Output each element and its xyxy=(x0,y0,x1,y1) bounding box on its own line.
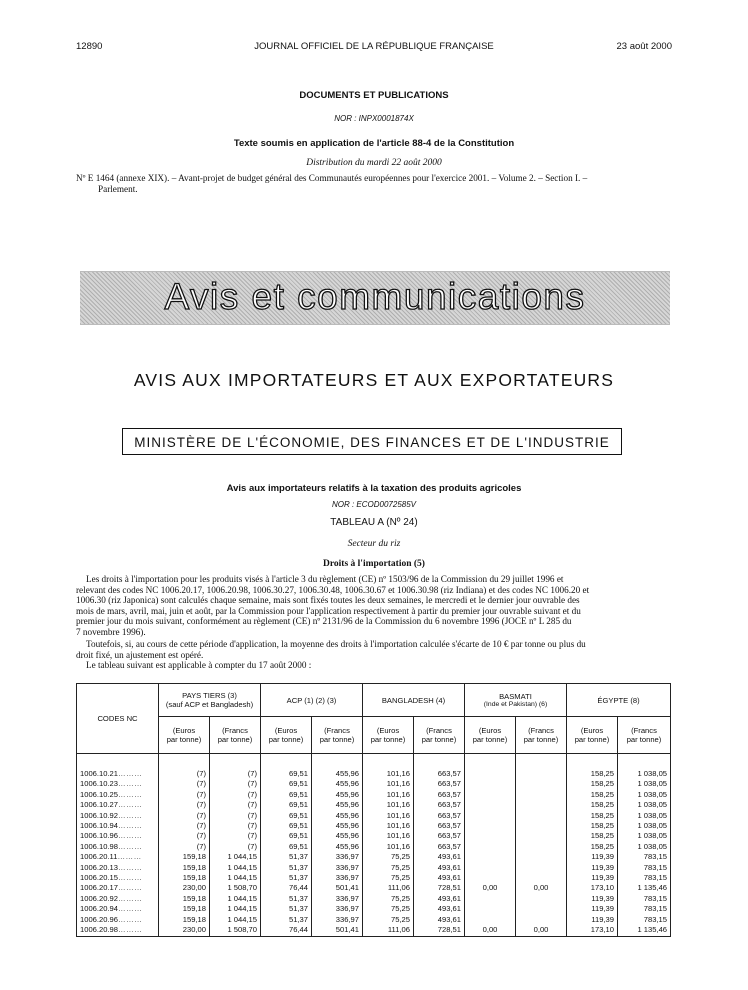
value-cell xyxy=(516,894,567,904)
unit-header-francs: (Francs par tonne) xyxy=(618,717,671,754)
value-cell xyxy=(516,811,567,821)
table-row xyxy=(77,800,671,810)
value-cell xyxy=(465,779,516,789)
value-cell: 158,25 xyxy=(567,811,618,821)
value-cell xyxy=(465,873,516,883)
value-cell xyxy=(465,821,516,831)
value-cell: 493,61 xyxy=(414,852,465,862)
value-cell: 663,57 xyxy=(414,821,465,831)
value-cell: 173,10 xyxy=(567,883,618,893)
rice-import-duties-table xyxy=(76,683,671,937)
value-cell: 493,61 xyxy=(414,863,465,873)
code-cell xyxy=(77,821,159,831)
group-header-acp: ACP (1) (2) (3) xyxy=(261,684,363,717)
value-cell xyxy=(465,769,516,779)
spacer-cell xyxy=(363,754,414,770)
spacer-cell xyxy=(618,754,671,770)
value-cell: (7) xyxy=(159,790,210,800)
distribution-date: Distribution du mardi 22 août 2000 xyxy=(306,158,442,168)
code-cell xyxy=(77,883,159,893)
code-cell xyxy=(77,800,159,810)
value-cell: 69,51 xyxy=(261,800,312,810)
value-cell: 69,51 xyxy=(261,821,312,831)
value-cell: 493,61 xyxy=(414,873,465,883)
value-cell: 76,44 xyxy=(261,925,312,936)
unit-header-euros: (Euros par tonne) xyxy=(567,717,618,754)
ministry-box: MINISTÈRE DE L'ÉCONOMIE, DES FINANCES ET DE L'INDUSTRIE xyxy=(122,428,622,455)
value-cell: 75,25 xyxy=(363,863,414,873)
document-item-line: Nº E 1464 (annexe XIX). – Avant-projet de budget général des Communautés européennes pour l'exercice 2001. – Volume 2. – Section I. – xyxy=(76,173,588,183)
group-header-bangladesh: BANGLADESH (4) xyxy=(363,684,465,717)
leader-dots: ……… xyxy=(118,769,143,778)
leader-dots: ……… xyxy=(118,841,143,851)
value-cell: 158,25 xyxy=(567,842,618,852)
table-row xyxy=(77,821,671,831)
value-cell: (7) xyxy=(159,800,210,810)
value-cell: 75,25 xyxy=(363,915,414,925)
code-cell xyxy=(77,842,159,852)
value-cell: 111,06 xyxy=(363,883,414,893)
paragraph-line: premier jour du mois suivant, conformément au règlement (CE) nº 2131/96 de la Commission du 6 novembre 1996 (JOCE nº L 285 du xyxy=(76,616,572,626)
value-cell: (7) xyxy=(210,790,261,800)
paragraph-line: mois de mars, avril, mai, juin et août, par la Commission pour l'application respectivement à partir du premier jour ouvrable suivant et du xyxy=(76,605,581,616)
value-cell: 493,61 xyxy=(414,894,465,904)
code-cell xyxy=(77,915,159,925)
value-cell: 0,00 xyxy=(516,883,567,893)
unit-header-francs: (Francs par tonne) xyxy=(312,717,363,754)
code-value: 1006.10.23 xyxy=(80,779,119,789)
value-cell: 455,96 xyxy=(312,831,363,841)
value-cell: (7) xyxy=(210,831,261,841)
value-cell: (7) xyxy=(210,779,261,789)
code-value: 1006.10.94 xyxy=(80,821,119,831)
table-row xyxy=(77,925,671,936)
spacer-cell xyxy=(261,754,312,770)
code-value: 1006.20.94 xyxy=(80,904,119,914)
paragraph-line: Les droits à l'importation pour les produits visés à l'article 3 du règlement (CE) nº 1503/96 de la Commission du 29 juillet 1996 et xyxy=(86,574,564,584)
value-cell: 75,25 xyxy=(363,873,414,883)
table-row xyxy=(77,873,671,883)
value-cell: 663,57 xyxy=(414,800,465,810)
value-cell: 101,16 xyxy=(363,842,414,852)
spacer-cell xyxy=(516,754,567,770)
value-cell: 101,16 xyxy=(363,800,414,810)
avis-title: Avis aux importateurs relatifs à la taxation des produits agricoles xyxy=(226,483,522,494)
table-row xyxy=(77,915,671,925)
documents-subtitle: Texte soumis en application de l'article 88-4 de la Constitution xyxy=(233,138,515,149)
value-cell: 75,25 xyxy=(363,852,414,862)
leader-dots: ……… xyxy=(118,800,143,810)
value-cell: 0,00 xyxy=(516,925,567,936)
value-cell: (7) xyxy=(159,769,210,779)
value-cell: 230,00 xyxy=(159,925,210,936)
value-cell: 336,97 xyxy=(312,894,363,904)
code-value: 1006.20.96 xyxy=(80,914,119,924)
value-cell: (7) xyxy=(159,842,210,852)
value-cell: 663,57 xyxy=(414,811,465,821)
value-cell: 783,15 xyxy=(618,894,671,904)
value-cell xyxy=(516,790,567,800)
value-cell: 69,51 xyxy=(261,769,312,779)
value-cell: 493,61 xyxy=(414,904,465,914)
value-cell: 783,15 xyxy=(618,863,671,873)
value-cell: (7) xyxy=(159,811,210,821)
value-cell: 111,06 xyxy=(363,925,414,936)
value-cell xyxy=(465,904,516,914)
value-cell: 119,39 xyxy=(567,904,618,914)
code-value: 1006.20.13 xyxy=(80,862,119,872)
value-cell: 1 044,15 xyxy=(210,894,261,904)
value-cell: 1 508,70 xyxy=(210,925,261,936)
value-cell: 119,39 xyxy=(567,863,618,873)
value-cell: 119,39 xyxy=(567,894,618,904)
unit-header-euros: (Euros par tonne) xyxy=(465,717,516,754)
avis-body xyxy=(76,574,672,671)
code-value: 1006.10.98 xyxy=(80,841,119,851)
unit-header-francs: (Francs par tonne) xyxy=(516,717,567,754)
value-cell: 159,18 xyxy=(159,894,210,904)
value-cell: 1 044,15 xyxy=(210,915,261,925)
leader-dots: ……… xyxy=(118,821,143,831)
value-cell: 51,37 xyxy=(261,873,312,883)
leader-dots: ……… xyxy=(118,831,143,841)
secteur-title: Secteur du riz xyxy=(347,539,401,549)
value-cell xyxy=(516,842,567,852)
value-cell: 336,97 xyxy=(312,915,363,925)
value-cell: 783,15 xyxy=(618,904,671,914)
value-cell: 69,51 xyxy=(261,842,312,852)
code-cell xyxy=(77,790,159,800)
table-row xyxy=(77,852,671,862)
unit-header-francs: (Francs par tonne) xyxy=(210,717,261,754)
value-cell: 158,25 xyxy=(567,821,618,831)
section-title: AVIS AUX IMPORTATEURS ET AUX EXPORTATEURS xyxy=(133,370,615,390)
value-cell xyxy=(516,779,567,789)
value-cell: 159,18 xyxy=(159,904,210,914)
code-value: 1006.10.27 xyxy=(80,800,119,810)
banner-title: Avis et communications xyxy=(164,276,586,317)
spacer-cell xyxy=(159,754,210,770)
value-cell xyxy=(465,831,516,841)
table-row xyxy=(77,769,671,779)
value-cell: 501,41 xyxy=(312,883,363,893)
value-cell: 1 044,15 xyxy=(210,852,261,862)
code-cell xyxy=(77,904,159,914)
value-cell: 1 038,05 xyxy=(618,811,671,821)
leader-dots: ……… xyxy=(117,852,142,862)
value-cell: (7) xyxy=(159,779,210,789)
spacer-cell xyxy=(567,754,618,770)
table-row xyxy=(77,894,671,904)
value-cell: 1 038,05 xyxy=(618,842,671,852)
table-row xyxy=(77,779,671,789)
code-cell xyxy=(77,831,159,841)
value-cell: 336,97 xyxy=(312,863,363,873)
code-value: 1006.10.96 xyxy=(80,831,119,841)
group-header-egypte: ÉGYPTE (8) xyxy=(567,684,671,717)
value-cell xyxy=(465,863,516,873)
unit-header-euros: (Euros par tonne) xyxy=(159,717,210,754)
table-row xyxy=(77,811,671,821)
tableau-title: TABLEAU A (Nº 24) xyxy=(330,517,418,528)
value-cell: 51,37 xyxy=(261,894,312,904)
value-cell: 493,61 xyxy=(414,915,465,925)
droits-heading: Droits à l'importation (5) xyxy=(323,559,425,569)
leader-dots: ……… xyxy=(118,810,143,820)
table-row xyxy=(77,790,671,800)
value-cell: 158,25 xyxy=(567,800,618,810)
value-cell: 51,37 xyxy=(261,915,312,925)
value-cell: 783,15 xyxy=(618,915,671,925)
code-value: 1006.20.98 xyxy=(80,925,119,935)
value-cell: 0,00 xyxy=(465,883,516,893)
value-cell: 119,39 xyxy=(567,852,618,862)
section-banner xyxy=(80,271,670,325)
value-cell xyxy=(465,915,516,925)
value-cell: (7) xyxy=(210,842,261,852)
value-cell: 663,57 xyxy=(414,790,465,800)
value-cell: 1 135,46 xyxy=(618,925,671,936)
value-cell xyxy=(516,873,567,883)
value-cell xyxy=(465,811,516,821)
value-cell xyxy=(516,821,567,831)
paragraph-line: Toutefois, si, au cours de cette période d'application, la moyenne des droits à l'importation calculée s'écarte de 10 € par tonne ou plus du xyxy=(86,639,586,649)
codes-header: CODES NC xyxy=(77,684,159,754)
paragraph-line: relevant des codes NC 1006.20.17, 1006.20.98, 1006.30.27, 1006.30.48, 1006.30.67 et 1006.30.98 (riz Indiana) et des codes NC 1006.20 et xyxy=(76,584,590,595)
value-cell: 159,18 xyxy=(159,852,210,862)
value-cell: 69,51 xyxy=(261,811,312,821)
value-cell: 119,39 xyxy=(567,873,618,883)
value-cell: 501,41 xyxy=(312,925,363,936)
value-cell: 663,57 xyxy=(414,769,465,779)
value-cell: 455,96 xyxy=(312,842,363,852)
value-cell xyxy=(516,831,567,841)
value-cell: 101,16 xyxy=(363,831,414,841)
value-cell xyxy=(465,894,516,904)
value-cell: 1 044,15 xyxy=(210,873,261,883)
code-cell xyxy=(77,863,159,873)
value-cell: 159,18 xyxy=(159,873,210,883)
leader-dots: ……… xyxy=(118,873,143,883)
value-cell: 783,15 xyxy=(618,873,671,883)
value-cell: 75,25 xyxy=(363,904,414,914)
value-cell: 336,97 xyxy=(312,852,363,862)
value-cell: 1 044,15 xyxy=(210,904,261,914)
spacer-cell xyxy=(210,754,261,770)
value-cell: 51,37 xyxy=(261,852,312,862)
value-cell: 101,16 xyxy=(363,821,414,831)
code-cell xyxy=(77,925,159,936)
group-header-pays-tiers: PAYS TIERS (3) (sauf ACP et Bangladesh) xyxy=(159,684,261,717)
leader-dots: ……… xyxy=(118,862,143,872)
code-cell xyxy=(77,769,159,779)
value-cell: 663,57 xyxy=(414,779,465,789)
value-cell: 1 038,05 xyxy=(618,769,671,779)
value-cell xyxy=(465,800,516,810)
spacer-cell xyxy=(465,754,516,770)
value-cell: 728,51 xyxy=(414,883,465,893)
spacer-cell xyxy=(77,754,159,770)
value-cell: 455,96 xyxy=(312,821,363,831)
value-cell xyxy=(516,769,567,779)
leader-dots: ……… xyxy=(118,914,143,924)
unit-header-row xyxy=(77,717,671,754)
value-cell: (7) xyxy=(210,769,261,779)
document-item xyxy=(76,173,676,194)
code-value: 1006.20.17 xyxy=(80,883,119,893)
value-cell: 783,15 xyxy=(618,852,671,862)
value-cell: 230,00 xyxy=(159,883,210,893)
page-number: 12890 xyxy=(76,41,103,52)
unit-header-euros: (Euros par tonne) xyxy=(261,717,312,754)
value-cell: 1 038,05 xyxy=(618,831,671,841)
code-cell xyxy=(77,779,159,789)
value-cell: (7) xyxy=(210,800,261,810)
value-cell: 101,16 xyxy=(363,769,414,779)
spacer-cell xyxy=(414,754,465,770)
value-cell: 101,16 xyxy=(363,790,414,800)
leader-dots: ……… xyxy=(118,779,143,789)
value-cell: 455,96 xyxy=(312,769,363,779)
journal-title: JOURNAL OFFICIEL DE LA RÉPUBLIQUE FRANÇAISE xyxy=(254,41,494,52)
group-header-row xyxy=(77,684,671,717)
documents-nor: NOR : INPX0001874X xyxy=(334,114,414,123)
value-cell: 1 038,05 xyxy=(618,821,671,831)
code-value: 1006.10.21 xyxy=(80,769,119,778)
value-cell xyxy=(516,800,567,810)
value-cell: 159,18 xyxy=(159,863,210,873)
value-cell: (7) xyxy=(159,821,210,831)
paragraph-line: 7 novembre 1996). xyxy=(76,626,146,637)
document-item-line: Parlement. xyxy=(98,183,138,194)
value-cell: 455,96 xyxy=(312,800,363,810)
value-cell: (7) xyxy=(159,831,210,841)
value-cell: 158,25 xyxy=(567,769,618,779)
value-cell xyxy=(516,863,567,873)
value-cell: 1 508,70 xyxy=(210,883,261,893)
table-spacer-row xyxy=(77,754,671,770)
group-header-basmati: BASMATI (Inde et Pakistan) (6) xyxy=(465,684,567,717)
table-row xyxy=(77,904,671,914)
value-cell xyxy=(465,842,516,852)
value-cell: (7) xyxy=(210,821,261,831)
value-cell xyxy=(516,915,567,925)
value-cell: 158,25 xyxy=(567,779,618,789)
value-cell: 455,96 xyxy=(312,790,363,800)
code-cell xyxy=(77,852,159,862)
leader-dots: ……… xyxy=(118,789,143,799)
paragraph-line: Le tableau suivant est applicable à compter du 17 août 2000 : xyxy=(86,660,312,670)
value-cell: 101,16 xyxy=(363,811,414,821)
code-value: 1006.10.25 xyxy=(80,789,119,799)
value-cell: 1 038,05 xyxy=(618,779,671,789)
documents-heading: DOCUMENTS ET PUBLICATIONS xyxy=(299,90,449,101)
value-cell: 455,96 xyxy=(312,811,363,821)
leader-dots: ……… xyxy=(118,925,143,935)
code-value: 1006.20.15 xyxy=(80,873,119,883)
value-cell xyxy=(516,852,567,862)
spacer-cell xyxy=(312,754,363,770)
value-cell: 173,10 xyxy=(567,925,618,936)
value-cell: 336,97 xyxy=(312,904,363,914)
code-value: 1006.20.11 xyxy=(80,852,118,862)
code-cell xyxy=(77,873,159,883)
value-cell: 51,37 xyxy=(261,904,312,914)
table-row xyxy=(77,883,671,893)
value-cell: 0,00 xyxy=(465,925,516,936)
value-cell xyxy=(465,852,516,862)
value-cell xyxy=(516,904,567,914)
code-cell xyxy=(77,894,159,904)
leader-dots: ……… xyxy=(118,883,143,893)
value-cell: 158,25 xyxy=(567,831,618,841)
code-cell xyxy=(77,811,159,821)
value-cell: 75,25 xyxy=(363,894,414,904)
value-cell: 159,18 xyxy=(159,915,210,925)
value-cell: 76,44 xyxy=(261,883,312,893)
value-cell: 1 038,05 xyxy=(618,790,671,800)
value-cell: 455,96 xyxy=(312,779,363,789)
paragraph-line: 1006.30 (riz Japonica) sont calculés chaque semaine, mais sont fixés toutes les deux semaines, le mercredi et le dernier jour ouvrable des xyxy=(76,595,580,605)
paragraph-line: droit fixé, un ajustement est opéré. xyxy=(76,649,204,660)
table-row xyxy=(77,863,671,873)
table-row xyxy=(77,842,671,852)
value-cell: 51,37 xyxy=(261,863,312,873)
value-cell: 663,57 xyxy=(414,842,465,852)
leader-dots: ……… xyxy=(118,904,143,914)
unit-header-francs: (Francs par tonne) xyxy=(414,717,465,754)
value-cell: 69,51 xyxy=(261,779,312,789)
value-cell: 728,51 xyxy=(414,925,465,936)
code-value: 1006.10.92 xyxy=(80,810,119,820)
value-cell: 1 135,46 xyxy=(618,883,671,893)
value-cell: 101,16 xyxy=(363,779,414,789)
value-cell xyxy=(465,790,516,800)
value-cell: 1 038,05 xyxy=(618,800,671,810)
value-cell: 336,97 xyxy=(312,873,363,883)
avis-nor: NOR : ECOD0072585V xyxy=(331,500,417,509)
value-cell: 69,51 xyxy=(261,831,312,841)
unit-header-euros: (Euros par tonne) xyxy=(363,717,414,754)
table-body xyxy=(77,754,671,937)
value-cell: (7) xyxy=(210,811,261,821)
header-date: 23 août 2000 xyxy=(616,41,672,52)
value-cell: 663,57 xyxy=(414,831,465,841)
value-cell: 119,39 xyxy=(567,915,618,925)
value-cell: 1 044,15 xyxy=(210,863,261,873)
leader-dots: ……… xyxy=(118,893,143,903)
value-cell: 158,25 xyxy=(567,790,618,800)
table-row xyxy=(77,831,671,841)
code-value: 1006.20.92 xyxy=(80,893,119,903)
value-cell: 69,51 xyxy=(261,790,312,800)
